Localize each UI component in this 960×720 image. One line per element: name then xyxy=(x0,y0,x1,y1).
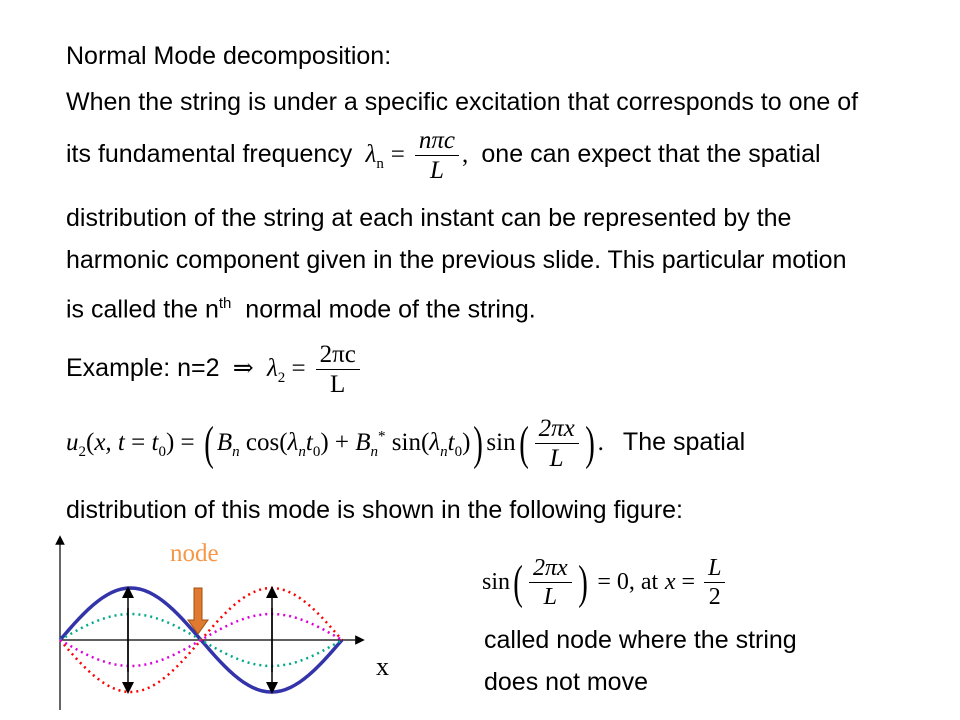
slide-title: Normal Mode decomposition: xyxy=(66,42,392,70)
para-line-2: its fundamental frequency $\lambda_n$ = $\frac{\text{nπc}}{L}$ , one can expect that the spatial xyxy=(66,127,821,184)
lambda-fraction: $\frac{\text{nπc}}{L}$ xyxy=(415,128,459,183)
example-fraction: $\frac{2\pi c}{L}$ xyxy=(316,342,360,397)
implies-icon: ⇒ xyxy=(226,355,260,383)
para-line-3: distribution of the string at each instant can be represented by the xyxy=(66,204,792,232)
para-line-2-start: its fundamental frequency xyxy=(66,140,353,169)
para-line-after: distribution of this mode is shown in the following figure: xyxy=(66,496,683,524)
para-line-4: harmonic component given in the previous slide. This particular motion xyxy=(66,246,847,274)
node-desc-1: called node where the string xyxy=(484,626,797,654)
equation-tail: The spatial xyxy=(622,428,746,457)
x-axis-label: x xyxy=(376,652,389,681)
example-line: Example: n=2 ⇒ $\lambda_2$ = $\frac{2\pi c}{L}$ xyxy=(66,342,363,397)
lambda-n: $\lambda_n$ xyxy=(365,141,384,173)
node-label: node xyxy=(170,540,219,567)
para-line-5: is called the $n^{th}$ normal mode of the string. xyxy=(66,295,536,324)
para-line-2-end: one can expect that the spatial xyxy=(481,140,821,169)
mode-equation: $u_2(x$, $t = t_0$) = ( $B_n$ $\cos(\lambda_nt_0) + B_n^*$ $\sin(\lambda_nt_0)$) sin( $\frac{2\pi x}{L}$ ) . The spatial xyxy=(66,415,746,472)
node-desc-2: does not move xyxy=(484,668,648,696)
example-label: Example: n=2 xyxy=(66,354,220,383)
node-equation: sin( $\frac{2\pi x}{L}$ ) = 0, at x = $\frac{L}{2}$ xyxy=(482,556,728,609)
para-line-1: When the string is under a specific excitation that corresponds to one of xyxy=(66,88,859,116)
